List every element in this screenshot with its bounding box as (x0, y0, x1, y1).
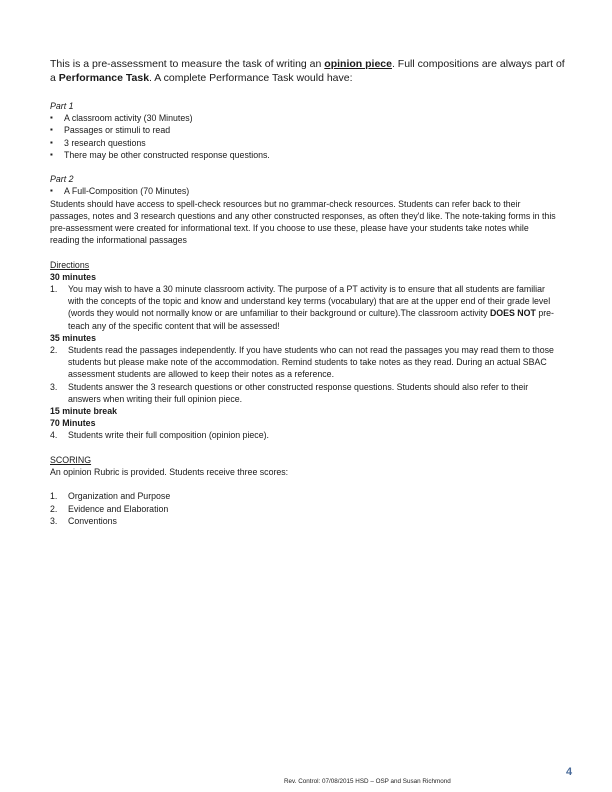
step1-text-c: pre-teach any of the specific content that will be assessed! (68, 308, 554, 331)
list-item (50, 149, 560, 161)
item-number: 3. (50, 515, 58, 526)
document-body (50, 100, 560, 527)
direction-step (50, 381, 560, 405)
list-item-text: There may be other constructed response questions. (64, 149, 270, 160)
list-item (50, 124, 560, 136)
performance-task-term: Performance Task (58, 72, 150, 84)
part1-heading: Part 1 (50, 101, 74, 111)
item-text: Organization and Purpose (68, 491, 171, 502)
list-item (50, 185, 560, 197)
direction-step (50, 344, 560, 381)
scoring-intro: An opinion Rubric is provided. Students receive three scores: (50, 467, 289, 478)
opinion-piece-term: opinion piece (324, 58, 392, 70)
direction-step (50, 283, 560, 332)
item-number: 2. (50, 503, 58, 514)
step-text: Students write their full composition (opinion piece). (68, 430, 269, 441)
time-label: 35 minutes (50, 332, 96, 343)
step-number: 3. (50, 381, 58, 392)
list-item-text: A classroom activity (30 Minutes) (64, 113, 193, 124)
intro-text-2: . Full compositions are always part of a (50, 58, 565, 84)
part1-list (50, 112, 560, 161)
step-text: Students read the passages independently. If you have students who can not read the passages you may read them to those students but please make note of the accommodation. Remind students to take notes as they read. During an actual SBAC assessment students are allowed to keep their notes as a reference. (68, 345, 554, 380)
directions-heading: Directions (50, 259, 90, 270)
time-label: 70 Minutes (50, 418, 96, 429)
step-number: 1. (50, 284, 58, 295)
step-number: 2. (50, 345, 58, 356)
time-label: 30 minutes (50, 271, 96, 282)
list-item (50, 137, 560, 149)
list-item (50, 112, 560, 124)
bullet-icon: ▪ (50, 113, 53, 123)
bullet-icon: ▪ (50, 149, 53, 159)
list-item-text: Passages or stimuli to read (64, 125, 171, 136)
does-not-emphasis: DOES NOT (489, 308, 536, 319)
scoring-item (50, 490, 560, 502)
page-number: 4 (566, 766, 573, 778)
bullet-icon: ▪ (50, 125, 53, 135)
intro-paragraph (50, 57, 570, 85)
intro-text-1: This is a pre-assessment to measure the task of writing an (50, 58, 325, 70)
direction-step (50, 429, 560, 441)
bullet-icon: ▪ (50, 137, 53, 147)
intro-text-3: . A complete Performance Task would have: (149, 72, 353, 84)
break-label: 15 minute break (50, 406, 117, 417)
scoring-item (50, 515, 560, 527)
scoring-item (50, 503, 560, 515)
list-item-text: A Full-Composition (70 Minutes) (64, 186, 190, 197)
item-text: Conventions (68, 515, 117, 526)
part2-paragraph: Students should have access to spell-check resources but no grammar-check resources. Students can refer back to their passages, notes and 3 research questions and any other constructed responses, as often they'd like. The note-taking forms in this pre-assessment were created for informational text. If you choose to use these, please have your students take notes while reading the informational passages (50, 198, 556, 246)
step1-text-a: You may wish to have a 30 minute classroom activity. The purpose of a PT activity is to ensure that all students are familiar with the concepts of the topic and know and understand key terms (vocabulary) that are at the upper end of their grade level (words they would not normally know or are unfamiliar to their background or culture).The classroom activity (68, 284, 551, 319)
step-text: Students answer the 3 research questions or other constructed response questions. Students should also refer to their answers when writing their full opinion piece. (68, 381, 529, 404)
step-number: 4. (50, 430, 58, 441)
item-text: Evidence and Elaboration (68, 503, 169, 514)
bullet-icon: ▪ (50, 186, 53, 196)
scoring-heading: SCORING (50, 454, 92, 465)
item-number: 1. (50, 491, 58, 502)
footer-revision-control: Rev. Control: 07/08/2015 HSD – OSP and Susan Richmond (284, 778, 451, 785)
list-item-text: 3 research questions (64, 137, 146, 148)
part2-heading: Part 2 (50, 174, 74, 185)
step-text (68, 283, 560, 332)
